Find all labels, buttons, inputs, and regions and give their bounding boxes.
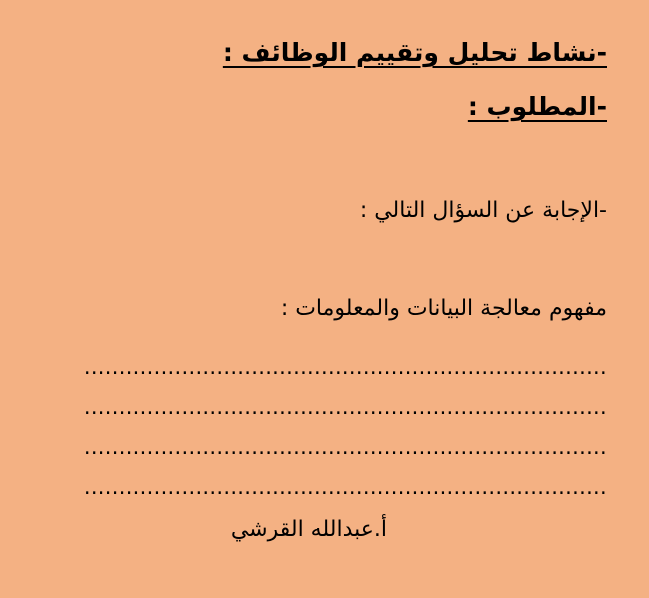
answer-line[interactable]: ........................................................................... [83,435,607,459]
required-heading: -المطلوب : [467,92,607,121]
answer-line[interactable]: ........................................................................... [83,395,607,419]
activity-title: -نشاط تحليل وتقييم الوظائف : [222,38,607,67]
answer-line[interactable]: ........................................................................... [83,355,607,379]
answer-line[interactable]: ........................................................................... [83,475,607,499]
question-text: مفهوم معالجة البيانات والمعلومات : [280,296,607,321]
instruction-text: -الإجابة عن السؤال التالي : [359,198,607,223]
teacher-signature: أ.عبدالله القرشي [230,517,387,542]
